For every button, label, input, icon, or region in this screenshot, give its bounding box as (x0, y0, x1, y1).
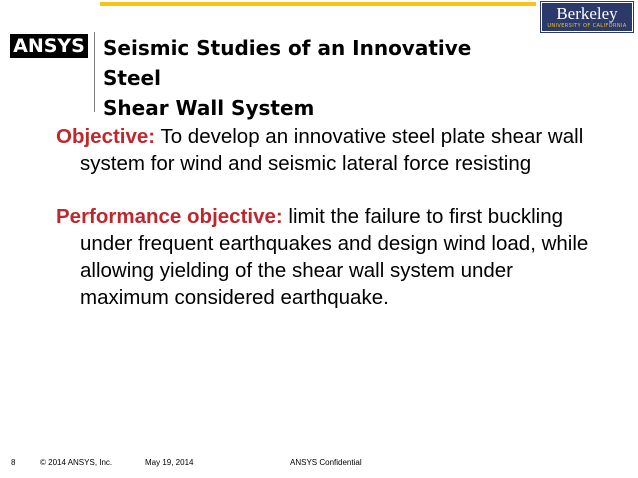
berkeley-logo-subtitle: UNIVERSITY OF CALIFORNIA (547, 23, 627, 29)
footer-copyright: © 2014 ANSYS, Inc. (40, 458, 113, 467)
header-divider (94, 32, 95, 112)
header-accent-rule (100, 2, 536, 6)
ansys-logo (10, 34, 88, 58)
bullet-label: Performance objective: (56, 205, 283, 228)
slide-title (103, 33, 533, 123)
berkeley-logo (541, 2, 633, 32)
bullet-label: Objective: (56, 125, 156, 148)
bullet-text: limit the failure to first buckling under frequent earthquakes and design wind load, while allowing yielding of the shear wall system under maximum considered earthquake. (80, 205, 589, 309)
slide-title-line2: Shear Wall System (103, 96, 315, 120)
bullet-performance-objective (56, 203, 601, 311)
bullet-list (56, 123, 601, 311)
footer-confidentiality: ANSYS Confidential (290, 458, 362, 467)
footer (0, 458, 638, 472)
slide-title-line1: Seismic Studies of an Innovative Steel (103, 36, 472, 90)
bullet-text: To develop an innovative steel plate shear wall system for wind and seismic lateral force resisting (80, 125, 584, 175)
berkeley-logo-name: Berkeley (556, 4, 618, 23)
footer-page-number: 8 (11, 458, 16, 467)
footer-date: May 19, 2014 (145, 458, 194, 467)
bullet-objective (56, 123, 601, 177)
ansys-logo-text: ANSYS (13, 35, 85, 57)
